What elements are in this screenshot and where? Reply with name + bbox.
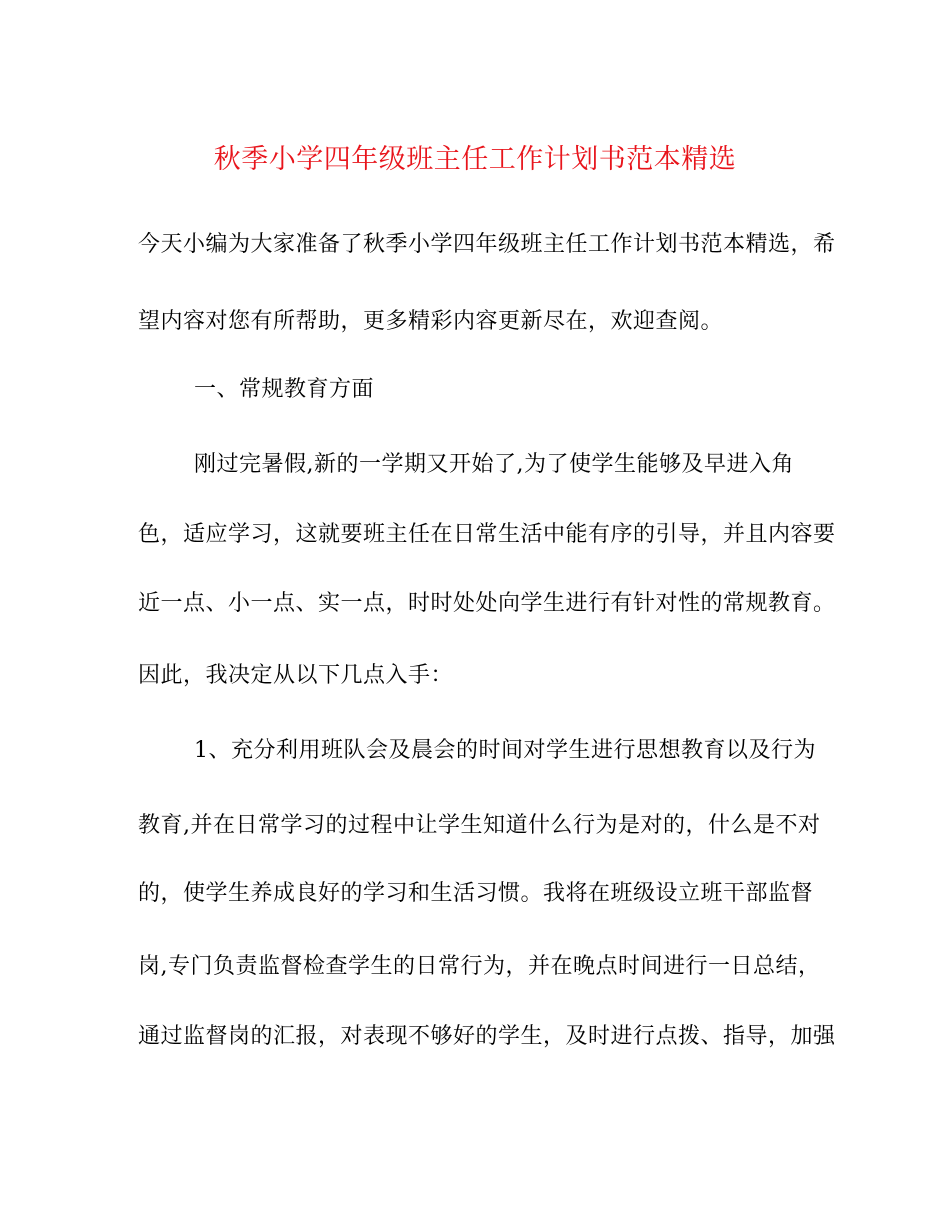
body-line-7: 教育,并在日常学习的过程中让学生知道什么行为是对的，什么是不对: [138, 813, 821, 838]
body-line-5: 近一点、小一点、实一点，时时处处向学生进行有针对性的常规教育。: [138, 591, 836, 616]
body-line-2: 望内容对您有所帮助，更多精彩内容更新尽在，欢迎查阅。: [138, 309, 724, 334]
section-heading-1: 一、常规教育方面: [194, 377, 375, 402]
list-item-1: 1、充分利用班队会及晨会的时间对学生进行思想教育以及行为: [194, 738, 816, 763]
body-line-8: 的，使学生养成良好的学习和生活习惯。我将在班级设立班干部监督: [138, 881, 814, 906]
body-line-3: 刚过完暑假,新的一学期又开始了,为了使学生能够及早进入角: [194, 452, 794, 477]
body-line-10: 通过监督岗的汇报，对表现不够好的学生，及时进行点拨、指导，加强: [138, 1024, 836, 1049]
body-line-4: 色，适应学习，这就要班主任在日常生活中能有序的引导，并且内容要: [138, 522, 836, 547]
document-title: 秋季小学四年级班主任工作计划书范本精选: [213, 144, 737, 175]
body-line-1: 今天小编为大家准备了秋季小学四年级班主任工作计划书范本精选，希: [138, 232, 836, 257]
body-line-9: 岗,专门负责监督检查学生的日常行为，并在晚点时间进行一日总结，: [138, 954, 821, 979]
body-line-6: 因此，我决定从以下几点入手：: [138, 663, 454, 688]
